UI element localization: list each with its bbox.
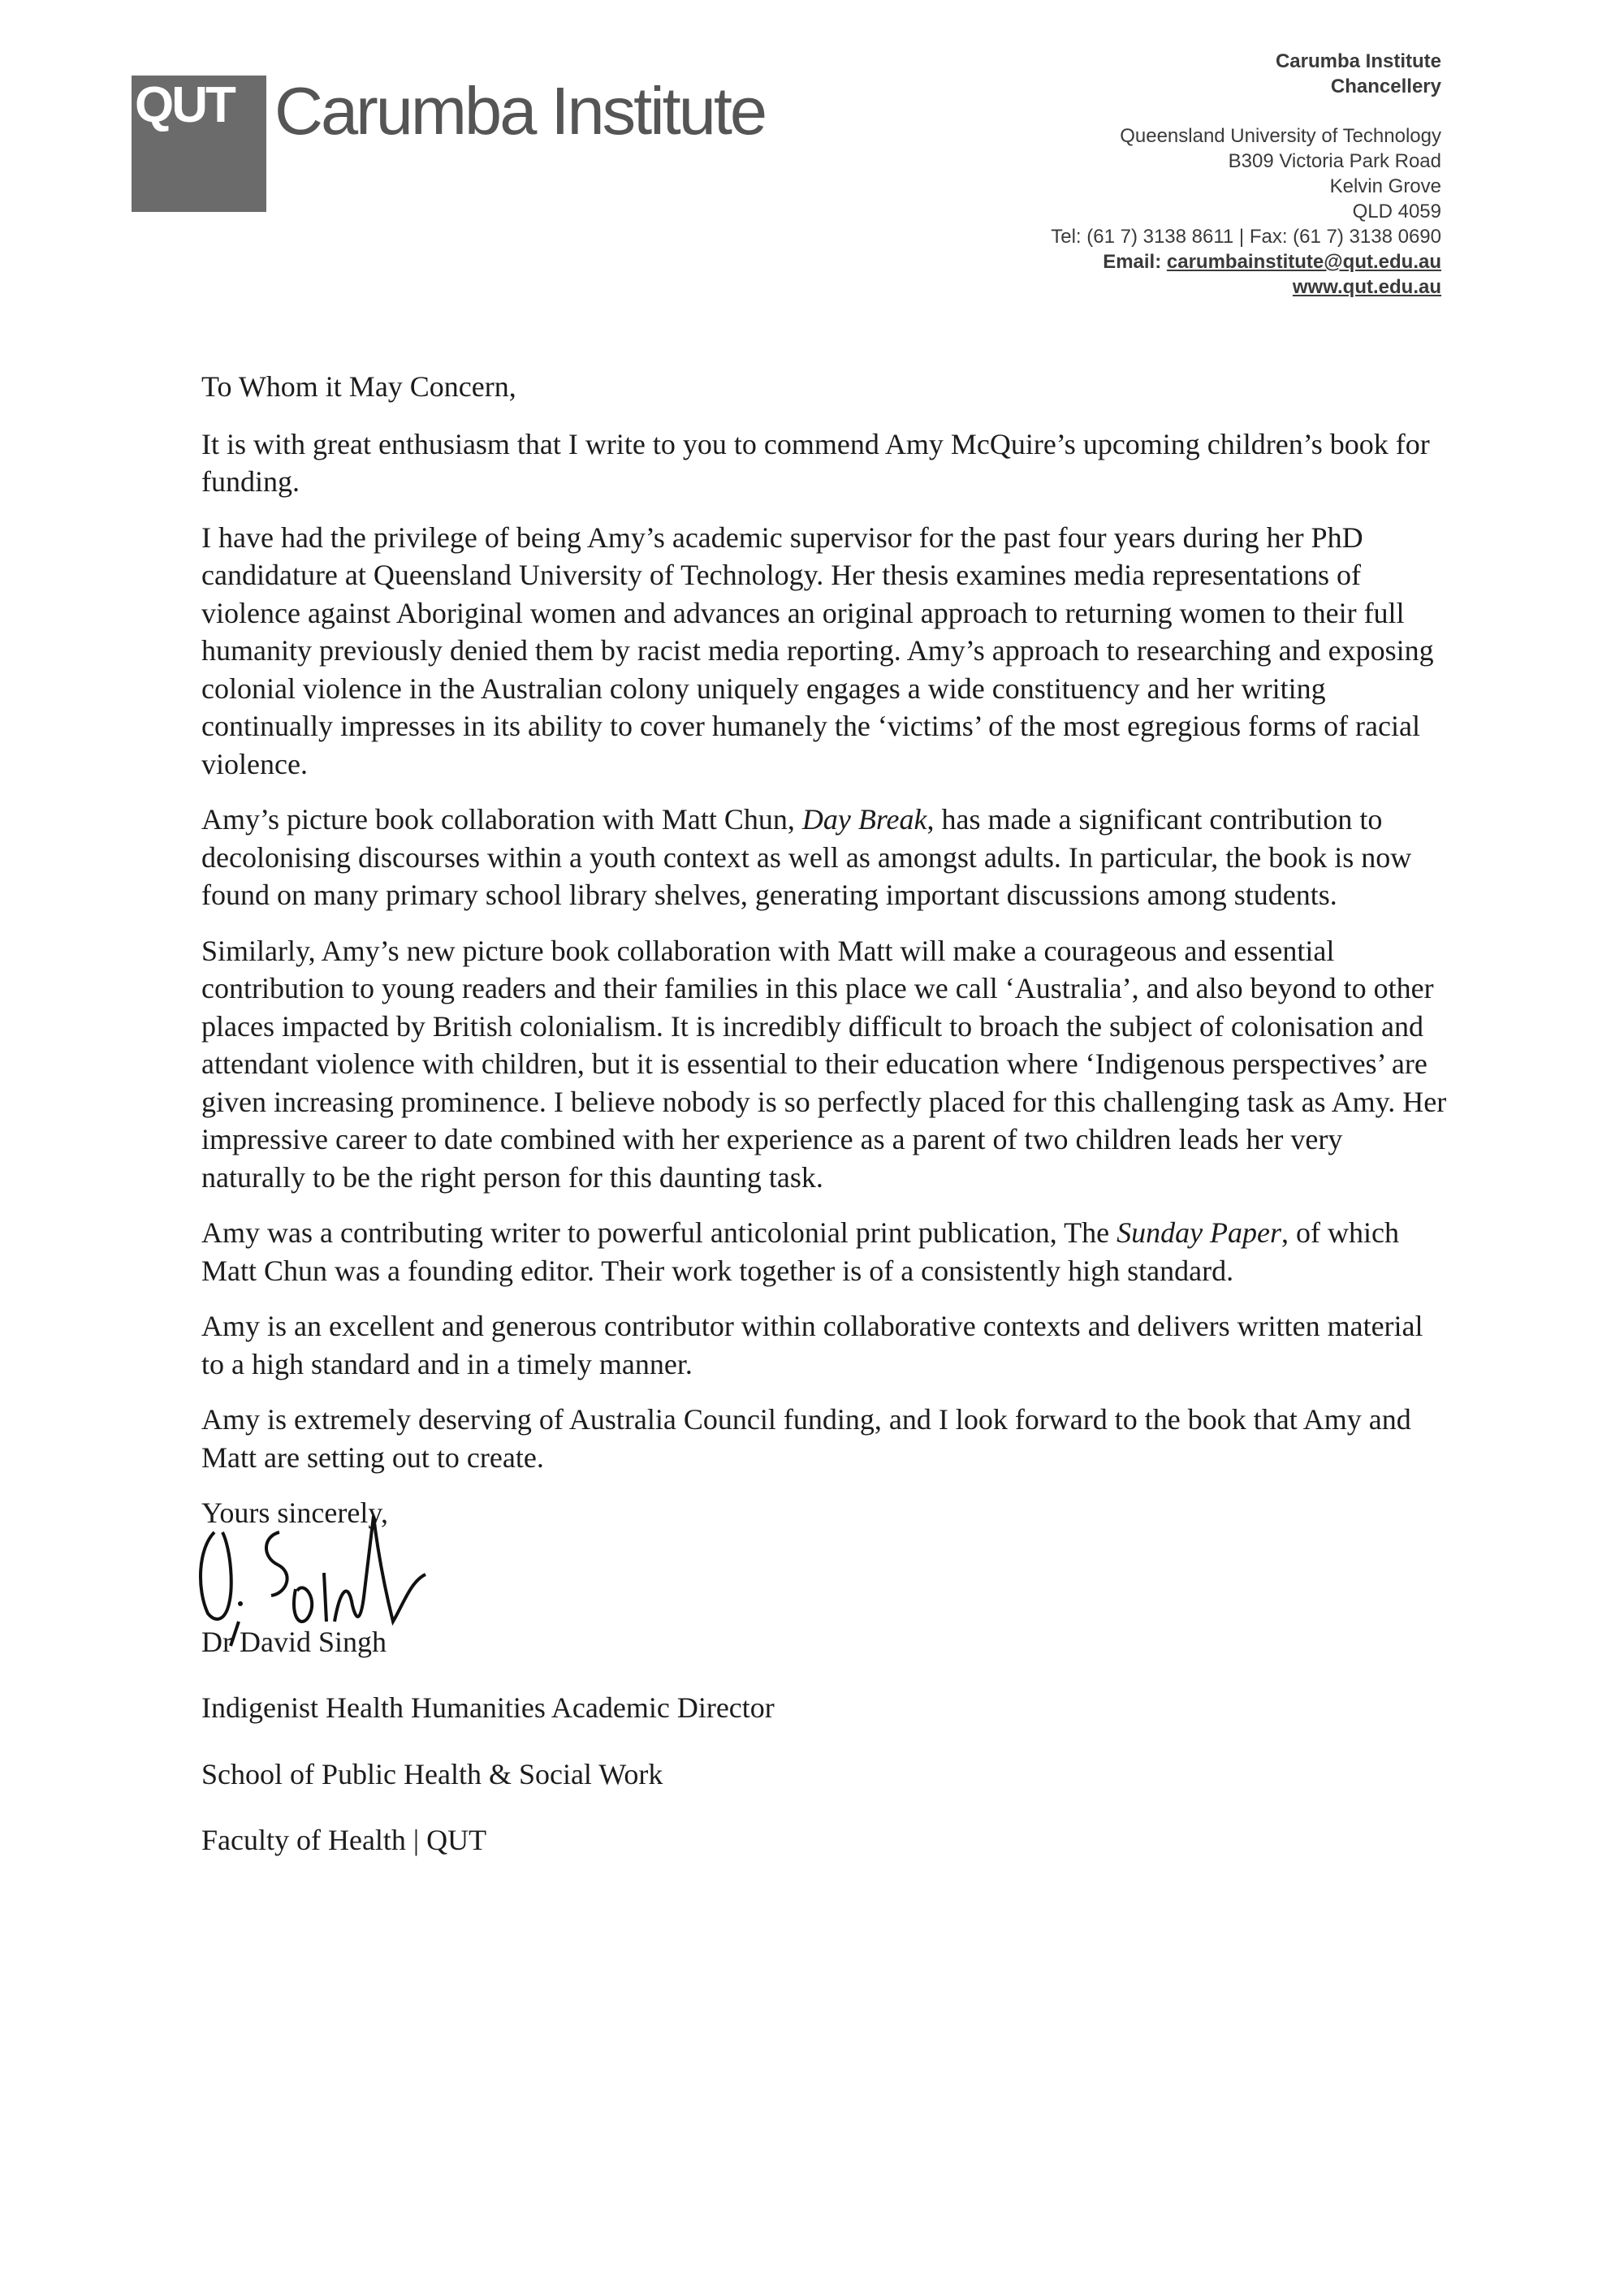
signer-school: School of Public Health & Social Work	[201, 1757, 663, 1790]
address-suburb: Kelvin Grove	[1329, 175, 1441, 197]
address-street: B309 Victoria Park Road	[1228, 150, 1441, 172]
closing: Yours sincerely,	[201, 1496, 388, 1529]
signature-area	[201, 1550, 1452, 1623]
address-org: Carumba Institute	[1275, 50, 1441, 72]
signature-block	[201, 1623, 1452, 1859]
qut-logo-mark	[132, 76, 266, 212]
email-label: Email:	[1103, 251, 1167, 273]
paragraph-5	[201, 1214, 1452, 1289]
signer-name: Dr David Singh	[201, 1625, 387, 1658]
letterhead-address	[1051, 49, 1441, 300]
address-state-postcode: QLD 4059	[1352, 201, 1441, 222]
paragraph-4: Similarly, Amy’s new picture book collaboration with Matt will make a courageous and essential contribution to young readers and their families in this place we call ‘Australia’, and also beyond to other places impacted by British colonialism. It is incredibly difficult to broach the subject of colonisation and attendant violence with children, but it is essential to their education where ‘Indigenous perspectives’ are given increasing prominence. I believe nobody is so perfectly placed for this challenging task as Amy. Her impressive career to date combined with her experience as a parent of two children leads her very naturally to be the right person for this daunting task.	[201, 934, 1447, 1194]
address-website-line	[1051, 274, 1441, 300]
address-phone-fax: Tel: (61 7) 3138 8611 | Fax: (61 7) 3138 0690	[1051, 226, 1441, 248]
paragraph-7: Amy is extremely deserving of Australia Council funding, and I look forward to the book that Amy and Matt are setting out to create.	[201, 1403, 1411, 1474]
qut-logo-text: QUT	[135, 77, 234, 133]
paragraph-2: I have had the privilege of being Amy’s academic supervisor for the past four years during her PhD candidature at Queensland University of Technology. Her thesis examines media representations of violence against Aboriginal women and advances an original approach to returning women to their full humanity previously denied them by racist media reporting. Amy’s approach to researching and exposing colonial violence in the Australian colony uniquely engages a wide constituency and her writing continually impresses in its ability to cover humanely the ‘victims’ of the most egregious forms of racial violence.	[201, 520, 1434, 780]
website-link[interactable]: www.qut.edu.au	[1292, 276, 1441, 298]
paragraph-3-text-a: Amy’s picture book collaboration with Matt Chun,	[201, 803, 802, 836]
institute-name: Carumba Institute	[274, 73, 766, 149]
institute-logo	[132, 73, 766, 212]
salutation: To Whom it May Concern,	[201, 370, 516, 403]
paragraph-3	[201, 801, 1452, 914]
signer-title: Indigenist Health Humanities Academic Director	[201, 1691, 775, 1724]
address-university: Queensland University of Technology	[1120, 125, 1441, 147]
address-unit: Chancellery	[1330, 76, 1441, 97]
paragraph-6: Amy is an excellent and generous contributor within collaborative contexts and delivers written material to a high standard and in a timely manner.	[201, 1310, 1423, 1380]
letter-body	[201, 368, 1452, 1888]
address-email-line	[1051, 249, 1441, 274]
paragraph-1: It is with great enthusiasm that I write to you to commend Amy McQuire’s upcoming children’s book for funding.	[201, 427, 1430, 498]
signer-faculty: Faculty of Health | QUT	[201, 1824, 487, 1856]
paragraph-5-text-a: Amy was a contributing writer to powerful anticolonial print publication, The	[201, 1216, 1117, 1249]
paragraph-3-text-b: , has made a significant contribution to decolonising discourses within a youth context as well as amongst adults. In particular, the book is now found on many primary school library shelves, generating important discussions among students.	[201, 803, 1412, 911]
email-link[interactable]: carumbainstitute@qut.edu.au	[1166, 251, 1441, 273]
paragraph-5-text-b: , of which Matt Chun was a founding editor. Their work together is of a consistently high standard.	[201, 1216, 1400, 1287]
publication-title-sunday-paper: Sunday Paper	[1116, 1216, 1282, 1249]
handwritten-signature	[190, 1500, 499, 1654]
book-title-day-break: Day Break	[801, 803, 927, 836]
